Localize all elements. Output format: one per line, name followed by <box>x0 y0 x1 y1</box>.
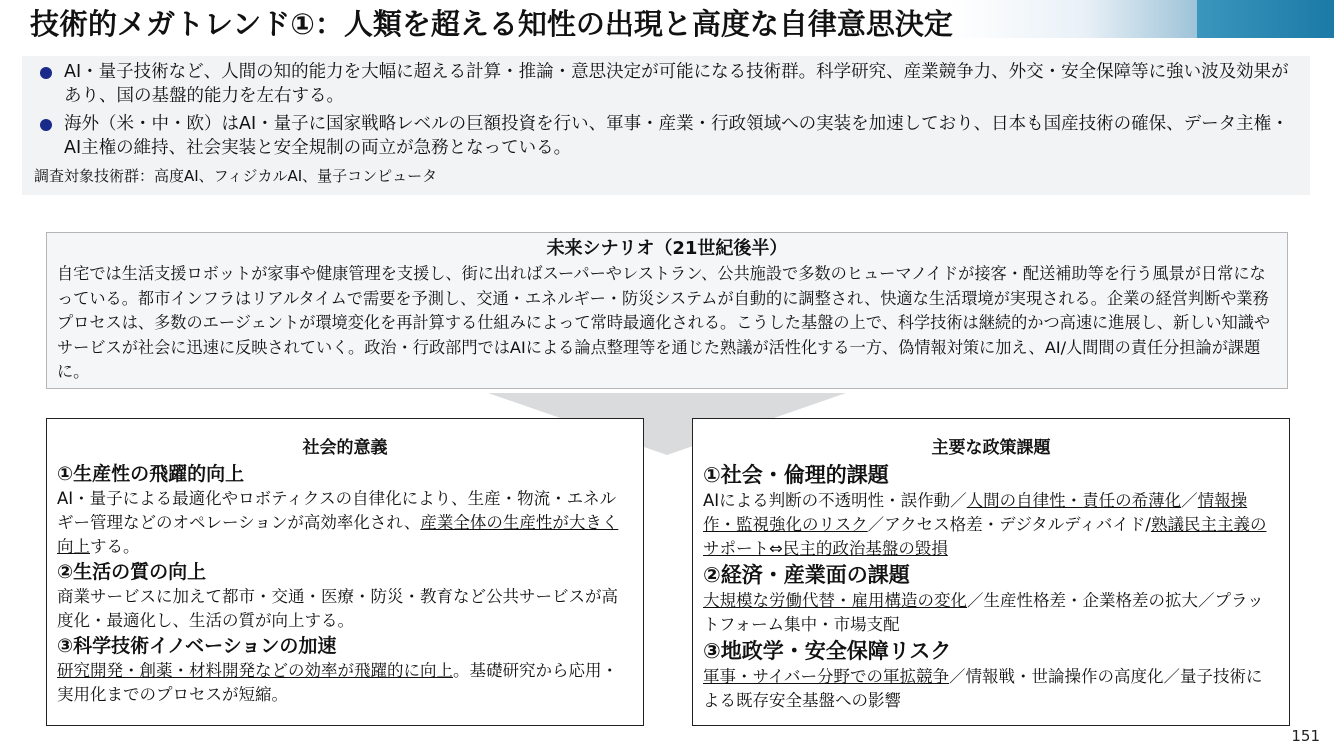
summary-panel <box>22 56 1310 195</box>
bullet-dot-icon <box>40 119 52 131</box>
text-segment: する。 <box>90 537 140 556</box>
underlined-text: 大規模な労働代替・雇用構造の変化 <box>703 591 967 610</box>
underlined-text: 情報操作・監視強化のリスク <box>703 491 1248 534</box>
significance-innovation-text <box>57 659 632 707</box>
social-significance-box <box>46 418 644 726</box>
policy-ethics-title: ①社会・倫理的課題 <box>703 463 889 487</box>
significance-innovation-title: ③科学技術イノベーションの加速 <box>57 635 337 657</box>
bullet-dot-icon <box>40 67 52 79</box>
social-significance-heading: 社会的意義 <box>302 438 388 458</box>
summary-bullet-text: 海外（米・中・欧）はAI・量子に国家戦略レベルの巨額投資を行い、軍事・産業・行政領域への実装を加速しており、日本も国産技術の確保、データ主権・AI主権の維持、社会実装と安全規制の両立が急務となっている。 <box>64 114 1289 158</box>
text-segment: AI・量子による最適化やロボティクスの自律化により、生産・物流・エネルギー管理などのオペレーションが高効率化され、 <box>57 489 617 532</box>
summary-bullet <box>30 60 1290 108</box>
text-segment: ／アクセス格差・デジタルディバイド/ <box>867 515 1151 534</box>
page-number: 151 <box>1291 727 1320 745</box>
significance-quality-text: 商業サービスに加えて都市・交通・医療・防災・教育など公共サービスが高度化・最適化し、生活の質が向上する。 <box>57 587 618 630</box>
significance-productivity-text <box>57 487 632 559</box>
scenario-title: 未来シナリオ（21世紀後半） <box>546 238 788 259</box>
underlined-text: 人間の自律性・責任の希薄化 <box>966 491 1182 510</box>
underlined-text: 産業全体の生産性が大きく向上 <box>57 513 619 556</box>
target-technologies: 調査対象技術群：高度AI、フィジカルAI、量子コンピュータ <box>34 167 438 185</box>
underlined-text: 軍事・サイバー分野での軍拡競争 <box>703 667 950 686</box>
text-segment: ／ <box>1181 491 1198 510</box>
significance-quality-title: ②生活の質の向上 <box>57 561 207 583</box>
text-segment: ／生産性格差・企業格差の拡大／プラットフォーム集中・市場支配 <box>703 591 1264 634</box>
text-segment: ／情報戦・世論操作の高度化／量子技術による既存安全基盤への影響 <box>703 667 1263 710</box>
page-title: 技術的メガトレンド①：人類を超える知性の出現と高度な自律意思決定 <box>30 7 953 41</box>
summary-bullet-text: AI・量子技術など、人間の知的能力を大幅に超える計算・推論・意思決定が可能になる技術群。科学研究、産業競争力、外交・安全保障等に強い波及効果があり、国の基盤的能力を左右する。 <box>64 62 1289 106</box>
policy-ethics-text <box>703 489 1278 561</box>
title-accent-dark <box>1197 0 1334 38</box>
scenario-body: 自宅では生活支援ロボットが家事や健康管理を支援し、街に出ればスーパーやレストラン、公共施設で多数のヒューマノイドが接客・配送補助等を行う風景が日常になっている。都市インフラはリアルタイムで需要を予測し、交通・エネルギー・防災システムが自動的に調整され、快適な生活環境が実現される。企業の経営判断や業務プロセスは、多数のエージェントが環境変化を再計算する仕組みによって常時最適化される。こうした基盤の上で、科学技術は継続的かつ高速に進展し、新しい知識やサービスが社会に迅速に反映されていく。政治・行政部門ではAIによる論点整理等を通じた熟議が活性化する一方、偽情報対策に加え、AI/人間間の責任分担論が課題に。 <box>57 264 1271 381</box>
policy-geopolitics-title: ③地政学・安全保障リスク <box>703 639 952 663</box>
policy-geopolitics-text <box>703 665 1278 713</box>
policy-issues-heading: 主要な政策課題 <box>931 438 1051 458</box>
text-segment: 。基礎研究から応用・実用化までのプロセスが短縮。 <box>57 661 618 704</box>
text-segment: AIによる判断の不透明性・誤作動／ <box>703 491 967 510</box>
underlined-text: 熟議民主主義のサポート⇔民主的政治基盤の毀損 <box>703 515 1267 558</box>
significance-productivity-title: ①生産性の飛躍的向上 <box>57 463 245 485</box>
policy-economy-text <box>703 589 1278 637</box>
summary-bullet <box>30 112 1290 160</box>
future-scenario-box <box>46 232 1288 389</box>
underlined-text: 研究開発・創薬・材料開発などの効率が飛躍的に向上 <box>57 661 453 680</box>
policy-issues-box <box>692 418 1290 726</box>
policy-economy-title: ②経済・産業面の課題 <box>703 563 910 587</box>
